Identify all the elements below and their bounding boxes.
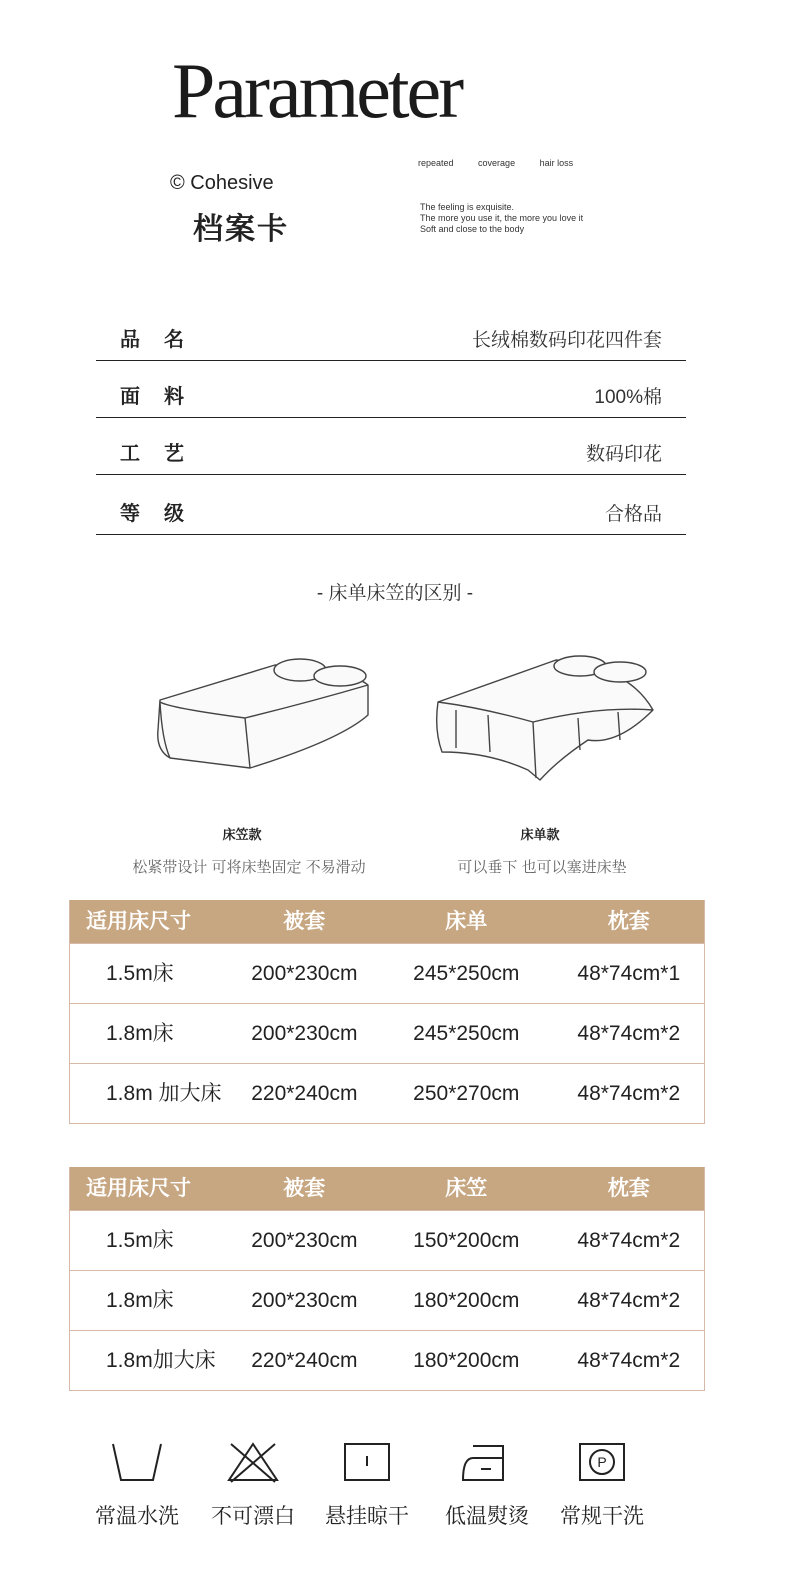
- table-row: [70, 943, 704, 1003]
- table-cell: 220*240cm: [251, 1349, 358, 1372]
- care-label: 不可漂白: [211, 1505, 295, 1528]
- feature-tags: [418, 158, 595, 168]
- table-cell: 250*270cm: [413, 1082, 520, 1105]
- table-cell: 200*230cm: [251, 1022, 358, 1045]
- flat-sheet-illustration: [428, 640, 658, 790]
- table-cell: 1.8m床: [106, 1022, 174, 1045]
- table-row: [70, 1270, 704, 1330]
- size-table-flat-sheet: [69, 900, 705, 1124]
- table-cell: 48*74cm*2: [577, 1349, 681, 1372]
- flat-sheet-desc: 可以垂下 也可以塞进床垫: [457, 859, 627, 876]
- header-cell: 床笠: [445, 1177, 488, 1200]
- table-row: [70, 1003, 704, 1063]
- table-cell: 1.5m床: [106, 962, 174, 985]
- table-row: [70, 1063, 704, 1123]
- fitted-sheet-desc: 松紧带设计 可将床垫固定 不易滑动: [132, 859, 366, 876]
- fitted-sheet-illustration: [150, 640, 380, 780]
- table-header: [70, 1167, 704, 1210]
- tagline-line: Soft and close to the body: [420, 224, 525, 234]
- tagline: [420, 202, 583, 235]
- care-item-hang-dry: [302, 1440, 432, 1530]
- table-cell: 245*250cm: [413, 962, 520, 985]
- section-title: - 床单床笠的区别 -: [316, 583, 474, 604]
- table-cell: 200*230cm: [251, 962, 358, 985]
- table-row: [70, 1210, 704, 1270]
- param-key: 工艺: [120, 443, 208, 465]
- brand-name: © Cohesive: [170, 172, 274, 194]
- hang-dry-icon: [339, 1440, 395, 1484]
- table-cell: 200*230cm: [251, 1289, 358, 1312]
- low-iron-icon: [459, 1440, 515, 1484]
- tag-repeated: repeated: [418, 158, 454, 168]
- table-cell: 48*74cm*1: [577, 962, 681, 985]
- care-item-no-bleach: [188, 1440, 318, 1530]
- param-row-grade: [96, 478, 686, 535]
- param-row-fabric: [96, 361, 686, 418]
- header-cell: 被套: [283, 1177, 326, 1200]
- size-table-fitted-sheet: [69, 1167, 705, 1391]
- table-cell: 48*74cm*2: [577, 1022, 681, 1045]
- table-cell: 1.5m床: [106, 1229, 174, 1252]
- page-title: Parameter: [172, 47, 462, 134]
- tag-coverage: coverage: [478, 158, 516, 168]
- table-cell: 220*240cm: [251, 1082, 358, 1105]
- flat-sheet-label: 床单款: [520, 827, 560, 842]
- wash-tub-icon: [109, 1440, 165, 1484]
- no-bleach-icon: [225, 1440, 281, 1484]
- param-key: 面料: [120, 386, 208, 408]
- care-label: 低温熨烫: [445, 1505, 529, 1528]
- care-item-low-iron: [422, 1440, 552, 1530]
- header-cell: 被套: [283, 910, 326, 933]
- header-cell: 适用床尺寸: [86, 910, 191, 933]
- header-cell: 床单: [445, 910, 488, 933]
- table-cell: 1.8m床: [106, 1289, 174, 1312]
- param-row-name: [96, 304, 686, 361]
- card-title: 档案卡: [193, 213, 289, 246]
- param-key: 等级: [120, 503, 208, 525]
- table-cell: 180*200cm: [413, 1349, 520, 1372]
- svg-text:P: P: [597, 1454, 607, 1470]
- table-cell: 48*74cm*2: [577, 1289, 681, 1312]
- fitted-sheet-label: 床笠款: [222, 827, 262, 842]
- param-key: 品名: [120, 329, 208, 351]
- header-cell: 适用床尺寸: [86, 1177, 191, 1200]
- param-row-craft: [96, 418, 686, 475]
- dry-clean-icon: [574, 1440, 630, 1484]
- care-label: 悬挂晾干: [325, 1505, 409, 1528]
- table-cell: 1.8m 加大床: [106, 1082, 222, 1105]
- header-cell: 枕套: [607, 910, 650, 933]
- table-cell: 150*200cm: [413, 1229, 520, 1252]
- table-row: [70, 1330, 704, 1390]
- param-value: 数码印花: [585, 444, 662, 465]
- table-header: [70, 900, 704, 943]
- table-cell: 200*230cm: [251, 1229, 358, 1252]
- table-cell: 245*250cm: [413, 1022, 520, 1045]
- table-cell: 48*74cm*2: [577, 1229, 681, 1252]
- param-value: 长绒棉数码印花四件套: [471, 330, 662, 351]
- care-label: 常温水洗: [95, 1505, 179, 1528]
- param-value: 100%棉: [594, 387, 662, 408]
- table-cell: 48*74cm*2: [577, 1082, 681, 1105]
- table-cell: 1.8m加大床: [106, 1349, 216, 1372]
- param-value: 合格品: [604, 504, 662, 525]
- header-cell: 枕套: [607, 1177, 650, 1200]
- care-item-wash: [72, 1440, 202, 1530]
- table-cell: 180*200cm: [413, 1289, 520, 1312]
- tag-hair-loss: hair loss: [539, 158, 574, 168]
- care-item-dry-clean: [537, 1440, 667, 1530]
- tagline-line: The more you use it, the more you love it: [420, 213, 584, 223]
- tagline-line: The feeling is exquisite.: [420, 202, 515, 212]
- care-label: 常规干洗: [560, 1505, 644, 1528]
